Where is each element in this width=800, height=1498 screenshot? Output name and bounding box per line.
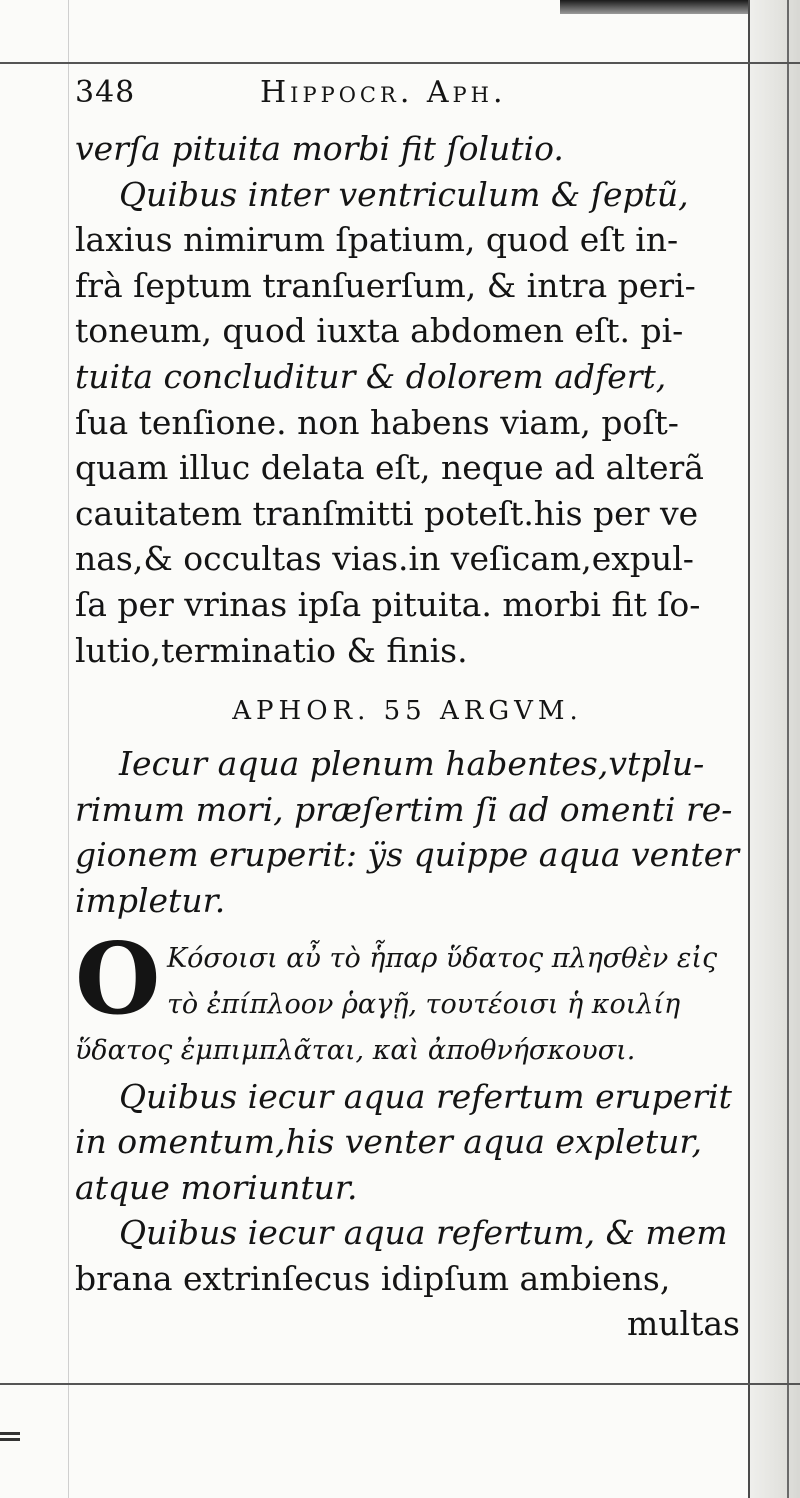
section-heading: APHOR. 55 ARGVM. <box>232 696 583 727</box>
scan-rule-top <box>0 62 800 64</box>
argument-line: Iecur aqua plenum habentes,vtplu- <box>119 744 705 784</box>
greek-line: τὸ ἐπίπλοον ῥαγῇ, τουτέοισι ἡ κοιλίη <box>167 988 681 1020</box>
spacer <box>75 924 740 936</box>
scan-rule-bottom <box>0 1383 800 1385</box>
text-line: frà ſeptum tranſuerſum, & intra peri- <box>75 265 696 305</box>
text-line: tuita concluditur & dolorem adfert, <box>75 356 667 396</box>
running-title: Hippocr. Aph. <box>260 75 507 110</box>
text-line: laxius nimirum ſpatium, quod eſt in- <box>75 220 679 260</box>
translation-line: Quibus iecur aqua refertum eruperit <box>119 1076 732 1116</box>
page-gutter <box>748 0 800 1498</box>
text-line: nas,& occultas vias.in veſicam,expul- <box>75 539 694 579</box>
greek-aphorism <box>75 921 740 1074</box>
greek-line: ὕδατος ἐμπιμπλᾶται, καὶ ἀποθνήσκουσι. <box>75 1034 636 1066</box>
translation-line: in omentum,his venter aqua expletur, <box>75 1122 702 1162</box>
argument-line: gionem eruperit: ÿs quippe aqua venter <box>75 835 739 875</box>
text-line: verſa pituita morbi fit ſolutio. <box>75 129 564 168</box>
drop-cap: O <box>75 921 161 1037</box>
commentary-line: Quibus iecur aqua refertum, & mem <box>119 1213 728 1253</box>
text-line: toneum, quod iuxta abdomen eſt. pi- <box>75 311 684 351</box>
argument-line: impletur. <box>75 880 226 920</box>
page-text <box>75 126 740 1347</box>
text-line: ſa per vrinas ipſa pituita. morbi fit ſo- <box>75 584 701 624</box>
argument-line: rimum mori, præſertim ſi ad omenti re- <box>75 789 733 829</box>
greek-line: Κόσοισι αὖ τὸ ἧπαρ ὕδατος πλησθὲν εἰς <box>167 942 718 974</box>
catchword: multas <box>627 1304 740 1344</box>
scan-edge-mark <box>0 1432 20 1435</box>
commentary-line: brana extrinſecus idipſum ambiens, <box>75 1258 671 1298</box>
page-fold <box>787 0 789 1498</box>
translation-line: atque moriuntur. <box>75 1167 358 1207</box>
scan-guide-line <box>68 0 69 1498</box>
text-line: Quibus inter ventriculum & ſeptũ, <box>119 174 689 214</box>
page-number: 348 <box>75 75 136 110</box>
text-line: ſua tenſione. non habens viam, poſt- <box>75 402 679 442</box>
text-line: quam illuc delata eſt, neque ad alterã <box>75 448 704 488</box>
text-line: cauitatem tranſmitti poteſt.his per ve <box>75 493 699 533</box>
text-line: lutio,terminatio & finis. <box>75 630 468 670</box>
running-head <box>75 72 740 114</box>
